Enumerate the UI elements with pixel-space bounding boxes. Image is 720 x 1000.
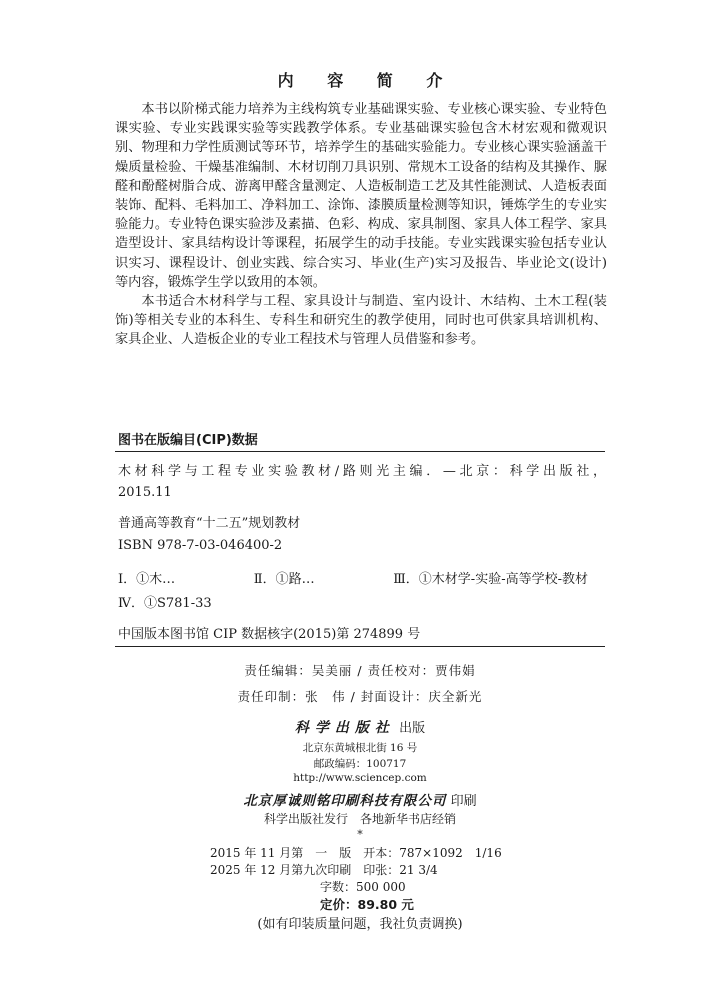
credits-editors: 责任编辑：吴美丽 / 责任校对：贾伟娟 bbox=[244, 663, 476, 678]
edition-line: 2015 年 11 月第 一 版 开本：787×1092 1/16 bbox=[210, 846, 502, 860]
printing-line: 2025 年 12 月第九次印刷 印张：21 3/4 bbox=[210, 863, 438, 877]
page-title: 内 容 简 介 bbox=[277, 71, 457, 90]
separator-star: * bbox=[357, 828, 363, 841]
cip-heading: 图书在版编目(CIP)数据 bbox=[118, 433, 258, 448]
credits-production: 责任印制：张 伟 / 封面设计：庆全新光 bbox=[237, 689, 483, 704]
price: 定价：89.80 元 bbox=[320, 897, 414, 912]
publisher-postcode: 邮政编码：100717 bbox=[313, 758, 407, 770]
printer-suffix: 印刷 bbox=[450, 794, 477, 809]
cip-subject-1: Ⅰ．①木… bbox=[118, 572, 176, 587]
publisher-name: 科学出版社 bbox=[294, 720, 395, 736]
cip-bibliographic-line-2: 2015.11 bbox=[118, 485, 172, 500]
cip-series: 普通高等教育“十二五”规划教材 bbox=[118, 516, 301, 531]
cip-number: 中国版本图书馆 CIP 数据核字(2015)第 274899 号 bbox=[118, 627, 421, 642]
word-count: 字数：500 000 bbox=[320, 880, 406, 894]
publisher-website: http://www.sciencep.com bbox=[293, 772, 427, 784]
cip-bottom-divider bbox=[115, 646, 605, 647]
cip-subject-4: Ⅳ．①S781-33 bbox=[118, 596, 212, 611]
cip-isbn: ISBN 978-7-03-046400-2 bbox=[118, 538, 283, 553]
printer-line bbox=[0, 789, 720, 809]
cip-bibliographic-line-1: 木材科学与工程专业实验教材/路则光主编．—北京：科学出版社， bbox=[118, 464, 606, 479]
quality-notice: (如有印装质量问题，我社负责调换) bbox=[257, 917, 463, 932]
printer-name: 北京厚诚则铭印刷科技有限公司 bbox=[243, 793, 447, 809]
cip-subject-row bbox=[118, 568, 588, 587]
cip-subject-3: Ⅲ．①木材学-实验-高等学校-教材 bbox=[393, 572, 588, 587]
publisher-line bbox=[0, 717, 720, 737]
publisher-address: 北京东黄城根北街 16 号 bbox=[302, 742, 418, 754]
cip-subject-2: Ⅱ．①路… bbox=[253, 572, 315, 587]
intro-paragraph-2: 本书适合木材科学与工程、家具设计与制造、室内设计、木结构、土木工程(装饰)等相关专业的本科生、专科生和研究生的教学使用，同时也可供家具培训机构、家具企业、人造板企业的专业工程技术与管理人员借鉴和参考。 bbox=[115, 294, 607, 348]
intro-paragraph-1: 本书以阶梯式能力培养为主线构筑专业基础课实验、专业核心课实验、专业特色课实验、专业实践课实验等实践教学体系。专业基础课实验包含木材宏观和微观识别、物理和力学性质测试等环节，培养学生的基础实验能力。专业核心课实验涵盖干燥质量检验、干燥基准编制、木材切削刀具识别、常规木工设备的结构及其操作、脲醛和酚醛树脂合成、游离甲醛含量测定、人造板制造工艺及其性能测试、人造板表面装饰、配料、毛料加工、净料加工、涂饰、漆膜质量检测等知识，锤炼学生的专业实验能力。专业特色课实验涉及素描、色彩、构成、家具制图、家具人体工程学、家具造型设计、家具结构设计等课程，拓展学生的动手技能。专业实践课实验包括专业认识实习、课程设计、创业实践、综合实习、毕业(生产)实习及报告、毕业论文(设计)等内容，锻炼学生学以致用的本领。 bbox=[115, 102, 607, 290]
publisher-suffix: 出版 bbox=[399, 721, 426, 736]
intro-section bbox=[115, 100, 607, 350]
cip-top-divider bbox=[115, 451, 605, 452]
distribution-line: 科学出版社发行 各地新华书店经销 bbox=[263, 812, 456, 826]
